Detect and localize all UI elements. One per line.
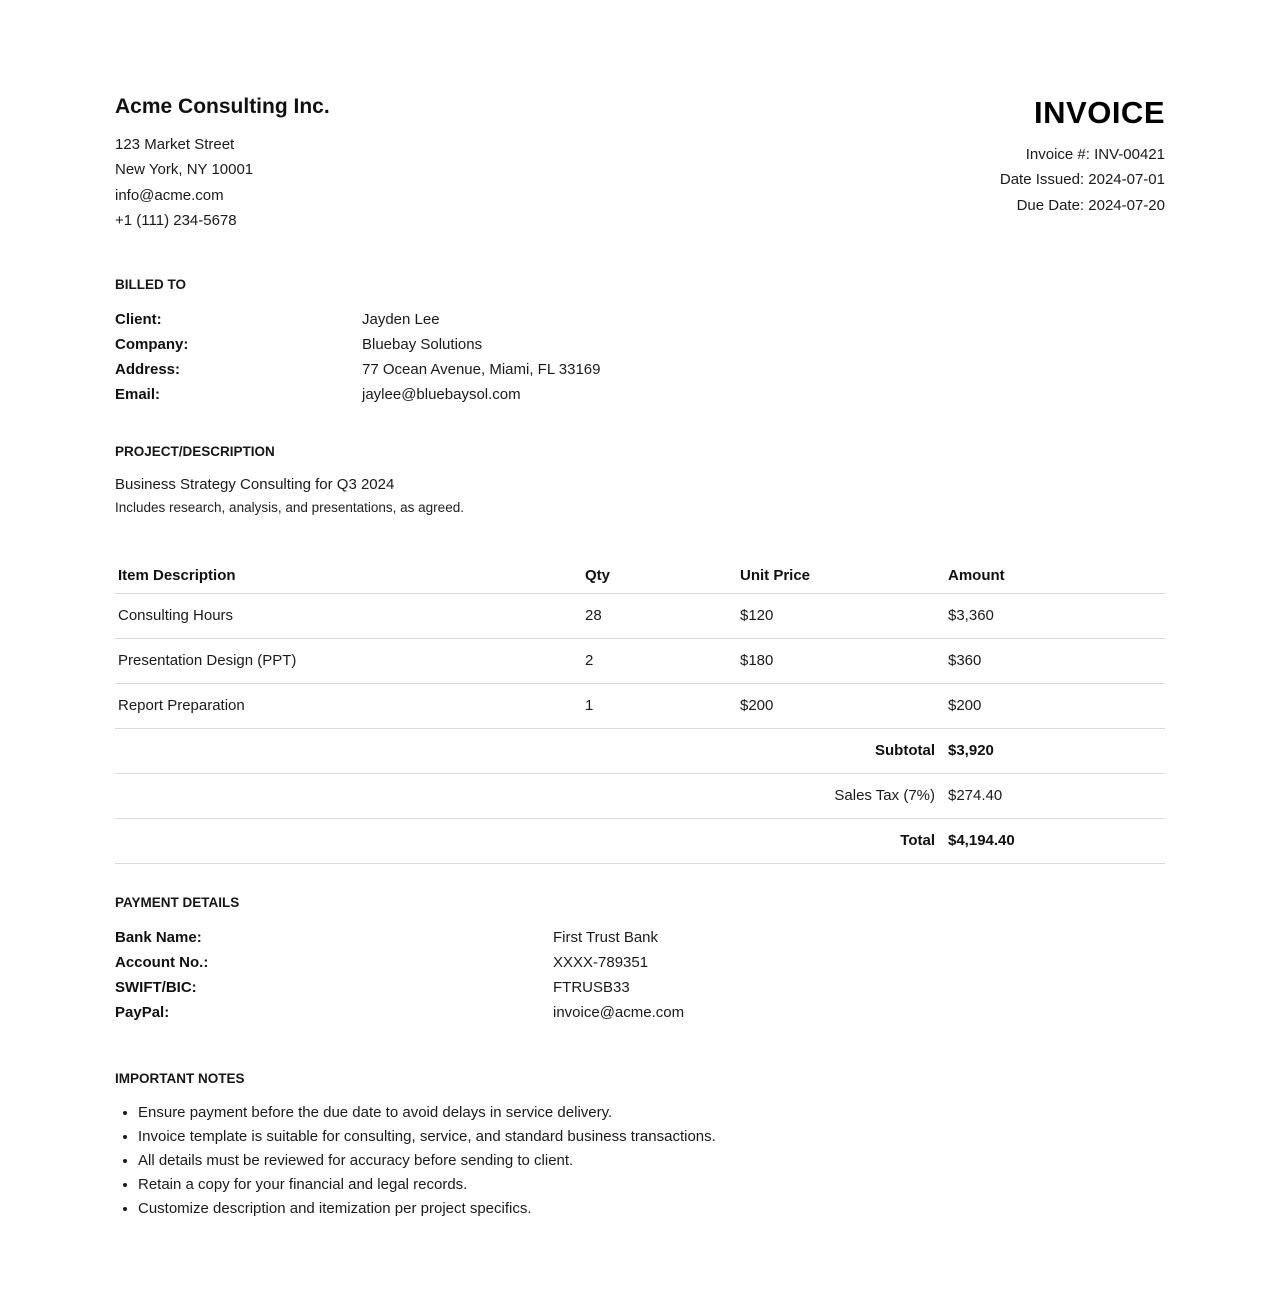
payment-details-section <box>115 895 1165 1025</box>
invoice-number: Invoice #: INV-00421 <box>1025 146 1165 163</box>
invoice-title: INVOICE <box>1034 95 1165 130</box>
note-item: • Retain a copy for your financial and legal records. <box>138 1173 1165 1197</box>
item-unit-price: $120 <box>740 607 774 624</box>
project-section <box>115 444 1165 515</box>
subtotal-label: Subtotal <box>875 742 935 759</box>
invoice-date-issued: Date Issued: 2024-07-01 <box>999 171 1165 189</box>
table-header-row <box>115 557 1165 594</box>
total-value: $4,194.40 <box>948 832 1015 849</box>
item-qty: 28 <box>585 607 602 624</box>
billed-to-heading: BILLED TO <box>115 276 187 292</box>
email-value: jaylee@bluebaysol.com <box>362 385 521 403</box>
header-item-description: Item Description <box>118 567 236 584</box>
total-row <box>115 819 1165 864</box>
table-row <box>115 684 1165 729</box>
sales-tax-row <box>115 774 1165 819</box>
invoice-meta-block <box>1000 95 1165 218</box>
billed-to-company-row <box>115 332 1165 357</box>
billed-to-email-row <box>115 382 1165 407</box>
item-description: Presentation Design (PPT) <box>118 652 297 669</box>
header-amount: Amount <box>948 567 1005 584</box>
payment-details-heading: PAYMENT DETAILS <box>115 895 240 910</box>
paypal-row <box>115 1000 1165 1025</box>
address-value: 77 Ocean Avenue, Miami, FL 33169 <box>362 360 601 378</box>
account-no-value: XXXX-789351 <box>553 954 649 972</box>
company-block <box>115 95 330 234</box>
company-email: info@acme.com <box>115 186 224 204</box>
item-amount: $360 <box>948 652 982 669</box>
sales-tax-value: $274.40 <box>948 787 1003 804</box>
note-item: • Invoice template is suitable for consulting, service, and standard business transactions. <box>138 1125 1165 1149</box>
bank-name-row <box>115 925 1165 950</box>
swift-bic-value: FTRUSB33 <box>553 979 630 997</box>
company-address-line1: 123 Market Street <box>115 136 235 153</box>
project-heading: PROJECT/DESCRIPTION <box>115 444 275 459</box>
table-row <box>115 639 1165 684</box>
billed-to-client-row <box>115 307 1165 332</box>
note-item: • All details must be reviewed for accuracy before sending to client. <box>138 1149 1165 1173</box>
paypal-value: invoice@acme.com <box>553 1004 685 1022</box>
subtotal-row <box>115 729 1165 774</box>
email-label: Email: <box>115 385 161 403</box>
item-amount: $200 <box>948 697 982 714</box>
bank-name-value: First Trust Bank <box>553 929 659 946</box>
company-name: Acme Consulting Inc. <box>115 95 330 118</box>
billed-to-section <box>115 277 1165 407</box>
item-qty: 1 <box>585 697 594 714</box>
item-unit-price: $180 <box>740 652 774 669</box>
line-items-table <box>115 557 1165 864</box>
company-address-line2: New York, NY 10001 <box>115 161 254 179</box>
client-label: Client: <box>115 310 162 328</box>
account-no-label: Account No.: <box>115 954 209 972</box>
project-title: Business Strategy Consulting for Q3 2024 <box>115 476 395 493</box>
account-no-row <box>115 950 1165 975</box>
total-label: Total <box>900 832 935 849</box>
sales-tax-label: Sales Tax (7%) <box>834 787 935 804</box>
header-unit-price: Unit Price <box>740 567 811 584</box>
billed-to-address-row <box>115 357 1165 382</box>
item-unit-price: $200 <box>740 697 774 714</box>
note-item: • Customize description and itemization per project specifics. <box>138 1197 1165 1221</box>
important-notes-section <box>115 1071 1165 1220</box>
project-note: Includes research, analysis, and presentations, as agreed. <box>115 500 464 515</box>
address-label: Address: <box>115 360 181 378</box>
item-description: Report Preparation <box>118 697 245 714</box>
notes-list <box>115 1101 1165 1220</box>
subtotal-value: $3,920 <box>948 742 994 759</box>
swift-bic-label: SWIFT/BIC: <box>115 979 197 997</box>
company-phone: +1 (111) 234-5678 <box>115 212 237 230</box>
invoice-due-date: Due Date: 2024-07-20 <box>1016 196 1165 214</box>
note-item: • Ensure payment before the due date to avoid delays in service delivery. <box>138 1101 1165 1125</box>
bank-name-label: Bank Name: <box>115 929 202 946</box>
item-qty: 2 <box>585 652 594 669</box>
paypal-label: PayPal: <box>115 1004 170 1022</box>
company-value: Bluebay Solutions <box>362 335 483 353</box>
table-row <box>115 594 1165 639</box>
invoice-header <box>115 95 1165 234</box>
swift-bic-row <box>115 975 1165 1000</box>
header-qty: Qty <box>585 567 611 584</box>
client-value: Jayden Lee <box>362 310 440 328</box>
item-description: Consulting Hours <box>118 607 234 624</box>
item-amount: $3,360 <box>948 607 994 624</box>
company-label: Company: <box>115 335 189 353</box>
important-notes-heading: IMPORTANT NOTES <box>115 1071 245 1087</box>
